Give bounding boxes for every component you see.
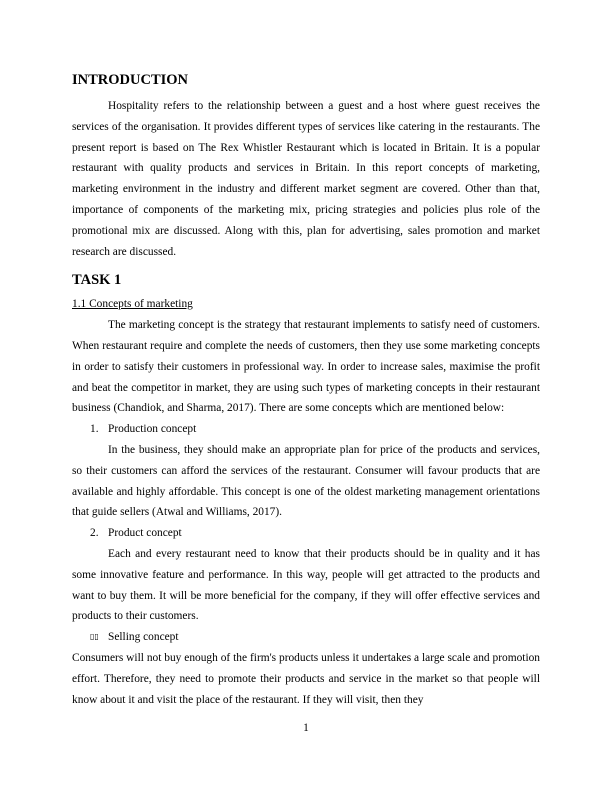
- list-item-title: Product concept: [108, 527, 182, 540]
- production-paragraph: In the business, they should make an appropriate plan for price of the products and services, so their customers can afford the services of the restaurant. Consumer will favour products that are available and highly affordable. This concept is one of the oldest marketing management orientations that guide sellers (Atwal and Williams, 2017).: [72, 443, 540, 519]
- page-number: 1: [303, 722, 309, 734]
- task-intro-paragraph: The marketing concept is the strategy that restaurant implements to satisfy need of customers. When restaurant require and complete the needs of customers, then they use some marketing concepts in order to satisfy their customers in professional way. In order to increase sales, maximise the profit and beat the competitor in market, they are using such types of marketing concepts in their restaurant business (Chandiok, and Sharma, 2017). There are some concepts which are mentioned below:: [72, 319, 540, 415]
- document-page: [72, 70, 540, 710]
- section-subheading: 1.1 Concepts of marketing: [72, 298, 193, 311]
- list-item-title: Selling concept: [108, 631, 179, 644]
- list-item-product: [72, 523, 540, 544]
- list-item-selling: [72, 627, 540, 648]
- list-bullet-glyph: ▯▯: [90, 632, 99, 642]
- list-number: 2.: [90, 527, 99, 540]
- intro-paragraph: Hospitality refers to the relationship between a guest and a host where guest receives the services of the organisation. It provides different types of services like catering in the restaurants. The present report is based on The Rex Whistler Restaurant which is located in Britain. It is a popular restaurant with quality products and services in Britain. In this report concepts of marketing, marketing environment in the industry and different market segment are covered. Other than that, importance of components of the marketing mix, pricing strategies and policies plus role of the promotional mix are discussed. Along with this, plan for advertising, sales promotion and market research are discussed.: [72, 100, 540, 258]
- list-item-production: [72, 419, 540, 440]
- list-number: 1.: [90, 423, 99, 436]
- intro-heading: INTRODUCTION: [72, 72, 189, 88]
- task-heading: TASK 1: [72, 272, 122, 289]
- selling-paragraph: Consumers will not buy enough of the firm's products unless it undertakes a large scale and promotion effort. Therefore, they need to promote their products and service in the market so that people will know about it and visit the place of the restaurant. If they will visit, then they: [72, 651, 540, 706]
- product-paragraph: Each and every restaurant need to know that their products should be in quality and it has some innovative feature and performance. In this way, people will get attracted to the products and want to buy them. It will be more beneficial for the company, if they will offer effective services and products to their customers.: [72, 547, 540, 623]
- list-item-title: Production concept: [108, 423, 197, 436]
